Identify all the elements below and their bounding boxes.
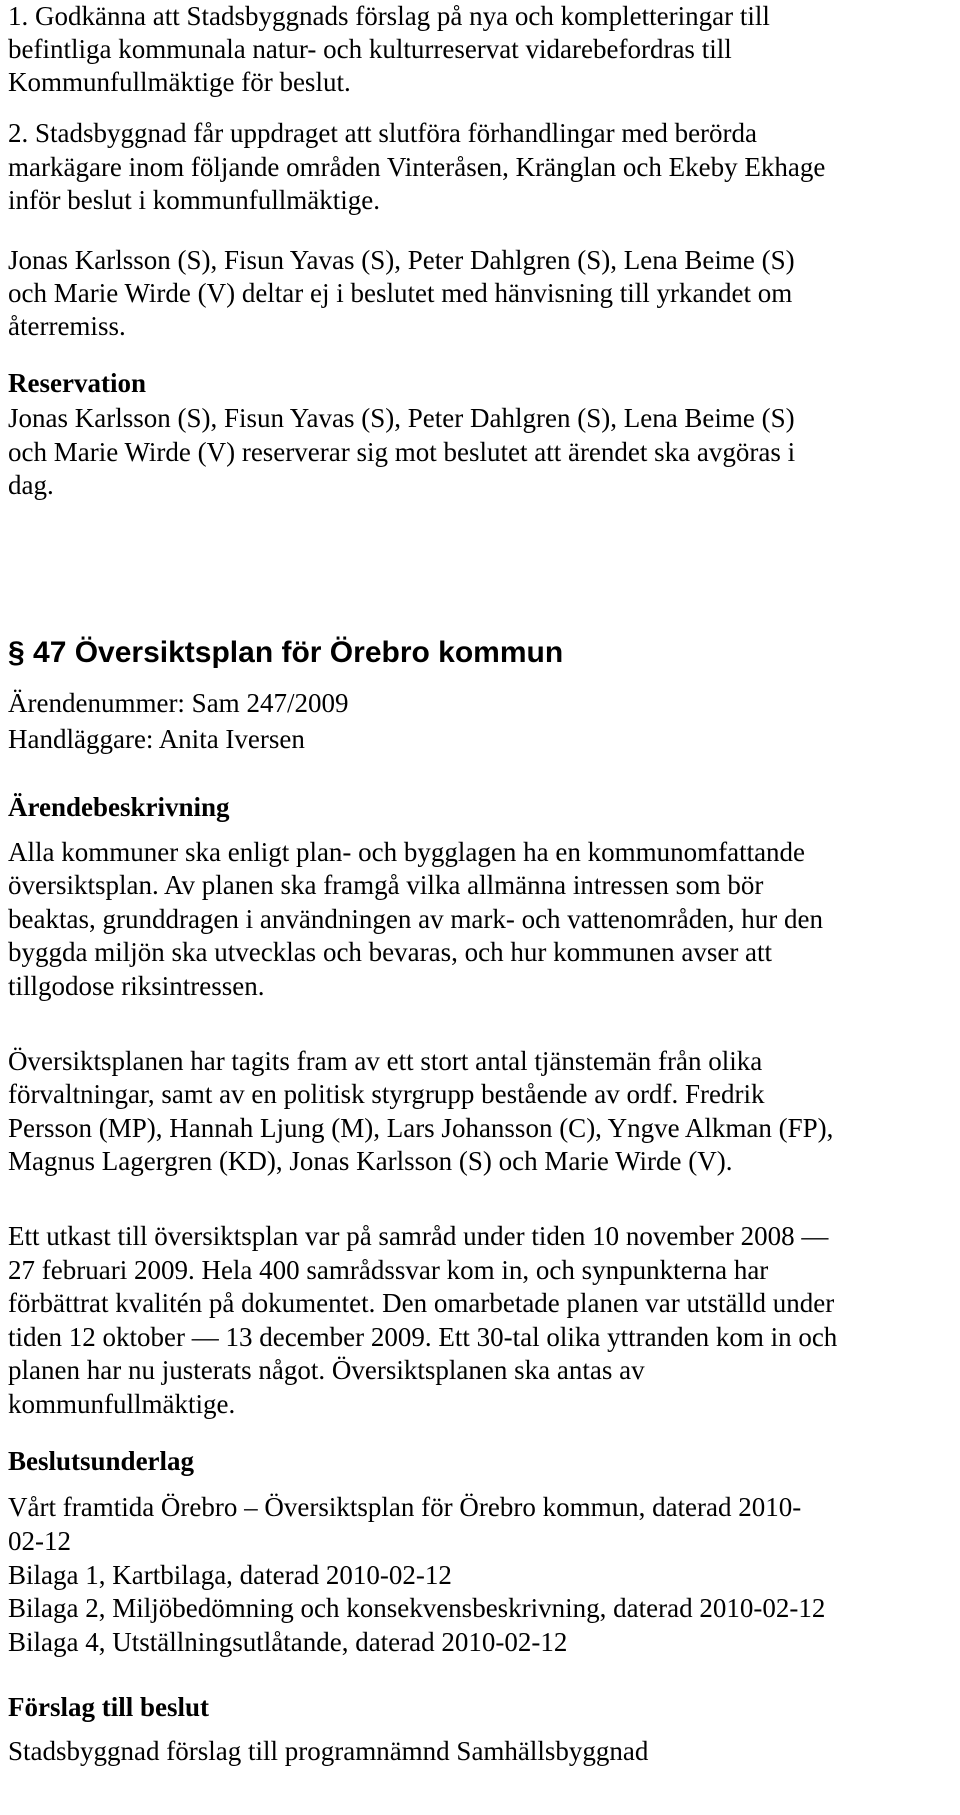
description-para-2-line-1: Översiktsplanen har tagits fram av ett stort antal tjänstemän från olika bbox=[8, 1046, 763, 1076]
basis-line-3: Bilaga 1, Kartbilaga, daterad 2010-02-12 bbox=[8, 1560, 452, 1590]
proposal-heading: Förslag till beslut bbox=[8, 1692, 209, 1722]
description-heading: Ärendebeskrivning bbox=[8, 792, 230, 822]
decision-item-1-line-3: Kommunfullmäktige för beslut. bbox=[8, 67, 351, 97]
description-para-1-line-1: Alla kommuner ska enligt plan- och bygglagen ha en kommunomfattande bbox=[8, 837, 806, 867]
abstain-line-2: och Marie Wirde (V) deltar ej i beslutet med hänvisning till yrkandet om bbox=[8, 278, 793, 308]
description-para-1-line-5: tillgodose riksintressen. bbox=[8, 971, 265, 1001]
basis-heading: Beslutsunderlag bbox=[8, 1446, 195, 1476]
description-para-3-line-1: Ett utkast till översiktsplan var på samråd under tiden 10 november 2008 — bbox=[8, 1221, 829, 1251]
decision-item-1-line-1: 1. Godkänna att Stadsbyggnads förslag på nya och kompletteringar till bbox=[8, 1, 770, 31]
description-para-1-line-4: byggda miljön ska utvecklas och bevaras, och hur kommunen avser att bbox=[8, 937, 773, 967]
description-para-3-line-4: tiden 12 oktober — 13 december 2009. Ett 30-tal olika yttranden kom in och bbox=[8, 1322, 838, 1352]
basis-line-5: Bilaga 4, Utställningsutlåtande, daterad 2010-02-12 bbox=[8, 1627, 568, 1657]
decision-item-1-line-2: befintliga kommunala natur- och kulturreservat vidarebefordras till bbox=[8, 34, 732, 64]
description-para-2-line-3: Persson (MP), Hannah Ljung (M), Lars Johansson (C), Yngve Alkman (FP), bbox=[8, 1113, 834, 1143]
proposal-line-1: Stadsbyggnad förslag till programnämnd Samhällsbyggnad bbox=[8, 1736, 649, 1766]
case-handler: Handläggare: Anita Iversen bbox=[8, 724, 305, 754]
description-para-3-line-2: 27 februari 2009. Hela 400 samrådssvar kom in, och synpunkterna har bbox=[8, 1255, 769, 1285]
decision-item-2-line-2: markägare inom följande områden Vinteråsen, Kränglan och Ekeby Ekhage bbox=[8, 152, 826, 182]
abstain-line-3: återremiss. bbox=[8, 311, 126, 341]
description-para-3-line-5: planen har nu justerats något. Översiktsplanen ska antas av bbox=[8, 1355, 645, 1385]
basis-line-4: Bilaga 2, Miljöbedömning och konsekvensbeskrivning, daterad 2010-02-12 bbox=[8, 1593, 826, 1623]
description-para-2-line-2: förvaltningar, samt av en politisk styrgrupp bestående av ordf. Fredrik bbox=[8, 1079, 765, 1109]
description-para-3-line-3: förbättrat kvalitén på dokumentet. Den omarbetade planen var utställd under bbox=[8, 1288, 835, 1318]
description-para-2-line-4: Magnus Lagergren (KD), Jonas Karlsson (S) och Marie Wirde (V). bbox=[8, 1146, 733, 1176]
case-number: Ärendenummer: Sam 247/2009 bbox=[8, 688, 349, 718]
section-title: § 47 Översiktsplan för Örebro kommun bbox=[8, 636, 564, 669]
reservation-heading: Reservation bbox=[8, 368, 146, 398]
reservation-line-2: och Marie Wirde (V) reserverar sig mot beslutet att ärendet ska avgöras i bbox=[8, 437, 796, 467]
reservation-line-3: dag. bbox=[8, 470, 54, 500]
abstain-line-1: Jonas Karlsson (S), Fisun Yavas (S), Peter Dahlgren (S), Lena Beime (S) bbox=[8, 245, 795, 275]
basis-line-1: Vårt framtida Örebro – Översiktsplan för Örebro kommun, daterad 2010- bbox=[8, 1492, 802, 1522]
decision-item-2-line-3: inför beslut i kommunfullmäktige. bbox=[8, 185, 380, 215]
decision-item-2-line-1: 2. Stadsbyggnad får uppdraget att slutföra förhandlingar med berörda bbox=[8, 118, 758, 148]
description-para-1-line-3: beaktas, grunddragen i användningen av mark- och vattenområden, hur den bbox=[8, 904, 823, 934]
description-para-1-line-2: översiktsplan. Av planen ska framgå vilka allmänna intressen som bör bbox=[8, 870, 764, 900]
description-para-3-line-6: kommunfullmäktige. bbox=[8, 1389, 236, 1419]
reservation-line-1: Jonas Karlsson (S), Fisun Yavas (S), Peter Dahlgren (S), Lena Beime (S) bbox=[8, 403, 795, 433]
basis-line-2: 02-12 bbox=[8, 1526, 71, 1556]
